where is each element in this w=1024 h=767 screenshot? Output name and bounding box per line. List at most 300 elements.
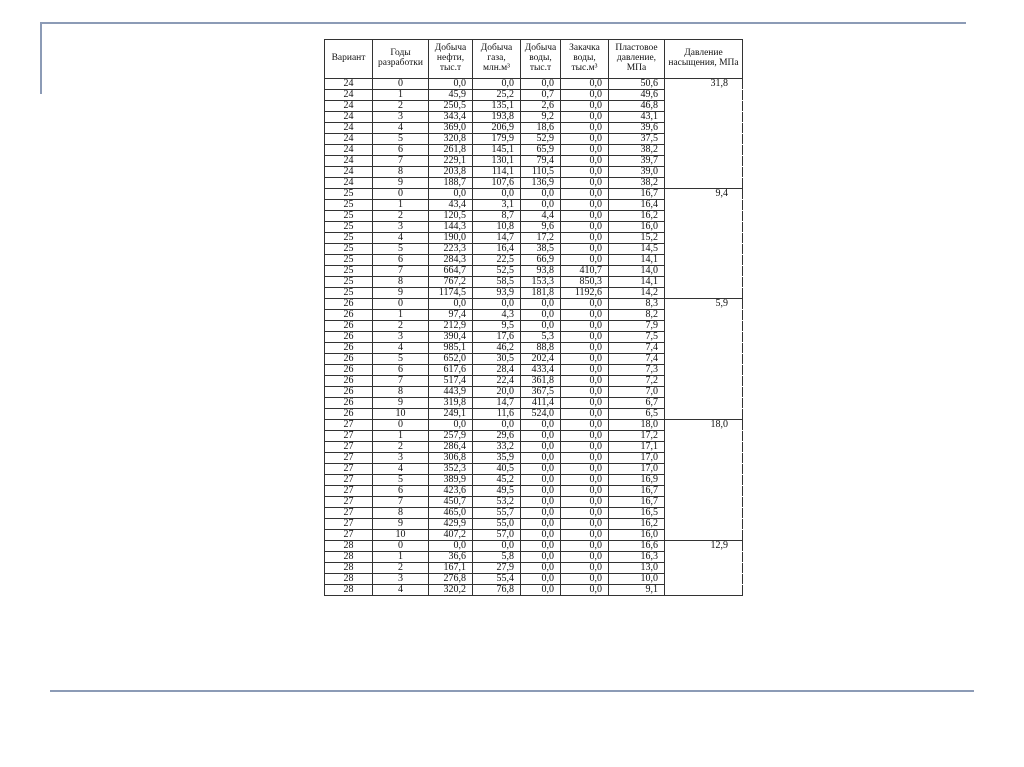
cell-variant: 25 [325,244,373,255]
cell-gas: 14,7 [473,233,521,244]
cell-gas: 114,1 [473,167,521,178]
cell-gas: 30,5 [473,354,521,365]
cell-saturation-pressure [665,277,743,288]
cell-injection: 0,0 [561,442,609,453]
cell-year: 1 [373,310,429,321]
cell-saturation-pressure [665,288,743,299]
cell-saturation-pressure [665,475,743,486]
cell-saturation-pressure: 5,9 [665,299,743,310]
cell-year: 8 [373,167,429,178]
cell-variant: 25 [325,255,373,266]
cell-injection: 0,0 [561,519,609,530]
cell-injection: 0,0 [561,574,609,585]
table-row [325,541,743,552]
cell-gas: 45,2 [473,475,521,486]
cell-water: 0,0 [521,530,561,541]
cell-gas: 14,7 [473,398,521,409]
cell-water: 52,9 [521,134,561,145]
cell-variant: 27 [325,453,373,464]
cell-variant: 27 [325,475,373,486]
cell-injection: 0,0 [561,200,609,211]
cell-injection: 0,0 [561,387,609,398]
cell-year: 4 [373,464,429,475]
cell-injection: 0,0 [561,464,609,475]
cell-variant: 28 [325,585,373,596]
cell-gas: 130,1 [473,156,521,167]
cell-oil: 429,9 [429,519,473,530]
cell-injection: 0,0 [561,541,609,552]
table-row [325,574,743,585]
table-row [325,167,743,178]
cell-gas: 10,8 [473,222,521,233]
cell-reservoir-pressure: 14,5 [609,244,665,255]
cell-year: 1 [373,552,429,563]
cell-reservoir-pressure: 8,2 [609,310,665,321]
cell-water: 367,5 [521,387,561,398]
cell-saturation-pressure [665,354,743,365]
cell-injection: 0,0 [561,563,609,574]
cell-gas: 22,5 [473,255,521,266]
cell-water: 202,4 [521,354,561,365]
cell-variant: 25 [325,277,373,288]
cell-gas: 49,5 [473,486,521,497]
cell-saturation-pressure [665,431,743,442]
cell-oil: 0,0 [429,299,473,310]
cell-injection: 0,0 [561,310,609,321]
table-row [325,266,743,277]
table-row [325,464,743,475]
cell-variant: 27 [325,486,373,497]
cell-injection: 850,3 [561,277,609,288]
cell-year: 2 [373,211,429,222]
cell-reservoir-pressure: 9,1 [609,585,665,596]
cell-gas: 193,8 [473,112,521,123]
cell-year: 1 [373,90,429,101]
cell-reservoir-pressure: 49,6 [609,90,665,101]
cell-oil: 465,0 [429,508,473,519]
cell-saturation-pressure [665,376,743,387]
table-row [325,123,743,134]
cell-variant: 24 [325,79,373,90]
cell-gas: 3,1 [473,200,521,211]
cell-saturation-pressure [665,200,743,211]
cell-year: 7 [373,376,429,387]
cell-reservoir-pressure: 7,4 [609,354,665,365]
cell-injection: 0,0 [561,178,609,189]
cell-oil: 257,9 [429,431,473,442]
cell-oil: 407,2 [429,530,473,541]
cell-oil: 190,0 [429,233,473,244]
cell-gas: 11,6 [473,409,521,420]
cell-year: 7 [373,266,429,277]
table-row [325,299,743,310]
cell-saturation-pressure [665,222,743,233]
cell-water: 0,0 [521,299,561,310]
table-row [325,497,743,508]
cell-year: 9 [373,178,429,189]
cell-oil: 45,9 [429,90,473,101]
cell-saturation-pressure [665,123,743,134]
table-row [325,310,743,321]
cell-gas: 33,2 [473,442,521,453]
cell-variant: 24 [325,178,373,189]
cell-saturation-pressure: 31,8 [665,79,743,90]
cell-gas: 4,3 [473,310,521,321]
cell-variant: 24 [325,145,373,156]
cell-injection: 0,0 [561,101,609,112]
cell-variant: 28 [325,552,373,563]
cell-saturation-pressure: 12,9 [665,541,743,552]
cell-oil: 250,5 [429,101,473,112]
cell-gas: 145,1 [473,145,521,156]
cell-injection: 0,0 [561,343,609,354]
cell-saturation-pressure [665,244,743,255]
cell-reservoir-pressure: 46,8 [609,101,665,112]
cell-water: 0,0 [521,189,561,200]
cell-saturation-pressure [665,552,743,563]
cell-saturation-pressure [665,530,743,541]
header-reservoir-pressure: Пластовое давление, МПа [609,40,665,79]
cell-reservoir-pressure: 15,2 [609,233,665,244]
cell-gas: 53,2 [473,497,521,508]
cell-injection: 0,0 [561,233,609,244]
cell-reservoir-pressure: 14,0 [609,266,665,277]
table-row [325,288,743,299]
table-row [325,244,743,255]
cell-reservoir-pressure: 7,2 [609,376,665,387]
cell-year: 7 [373,156,429,167]
cell-variant: 24 [325,156,373,167]
cell-injection: 0,0 [561,398,609,409]
cell-oil: 352,3 [429,464,473,475]
table-row [325,79,743,90]
table-row [325,442,743,453]
cell-gas: 52,5 [473,266,521,277]
table-row [325,585,743,596]
cell-water: 0,0 [521,420,561,431]
cell-water: 88,8 [521,343,561,354]
cell-variant: 26 [325,398,373,409]
cell-gas: 107,6 [473,178,521,189]
cell-injection: 1192,6 [561,288,609,299]
cell-reservoir-pressure: 17,0 [609,464,665,475]
cell-gas: 17,6 [473,332,521,343]
cell-oil: 443,9 [429,387,473,398]
cell-year: 2 [373,101,429,112]
cell-year: 3 [373,222,429,233]
cell-variant: 27 [325,497,373,508]
development-data-table [324,39,743,596]
cell-water: 0,0 [521,486,561,497]
cell-year: 4 [373,233,429,244]
cell-injection: 0,0 [561,79,609,90]
cell-year: 3 [373,574,429,585]
cell-gas: 46,2 [473,343,521,354]
cell-water: 5,3 [521,332,561,343]
cell-reservoir-pressure: 16,7 [609,486,665,497]
cell-reservoir-pressure: 50,6 [609,79,665,90]
cell-saturation-pressure [665,486,743,497]
cell-variant: 24 [325,167,373,178]
cell-reservoir-pressure: 16,3 [609,552,665,563]
cell-year: 5 [373,475,429,486]
cell-water: 0,0 [521,552,561,563]
cell-variant: 26 [325,387,373,398]
cell-water: 0,0 [521,310,561,321]
cell-gas: 55,7 [473,508,521,519]
cell-reservoir-pressure: 39,7 [609,156,665,167]
cell-reservoir-pressure: 38,2 [609,145,665,156]
cell-water: 17,2 [521,233,561,244]
cell-oil: 284,3 [429,255,473,266]
cell-water: 524,0 [521,409,561,420]
cell-year: 0 [373,420,429,431]
table-row [325,211,743,222]
cell-saturation-pressure [665,343,743,354]
cell-year: 4 [373,123,429,134]
cell-reservoir-pressure: 16,9 [609,475,665,486]
cell-year: 6 [373,145,429,156]
cell-oil: 0,0 [429,189,473,200]
cell-variant: 25 [325,266,373,277]
cell-reservoir-pressure: 7,3 [609,365,665,376]
cell-variant: 24 [325,90,373,101]
cell-gas: 0,0 [473,420,521,431]
cell-variant: 28 [325,563,373,574]
table-row [325,134,743,145]
cell-oil: 43,4 [429,200,473,211]
cell-oil: 517,4 [429,376,473,387]
table-row [325,321,743,332]
cell-variant: 27 [325,464,373,475]
cell-water: 0,0 [521,563,561,574]
table-row [325,387,743,398]
cell-oil: 223,3 [429,244,473,255]
cell-year: 4 [373,343,429,354]
cell-year: 6 [373,486,429,497]
cell-variant: 26 [325,321,373,332]
table-row [325,200,743,211]
cell-injection: 410,7 [561,266,609,277]
cell-variant: 26 [325,365,373,376]
cell-reservoir-pressure: 17,0 [609,453,665,464]
cell-oil: 212,9 [429,321,473,332]
cell-oil: 0,0 [429,79,473,90]
cell-variant: 28 [325,574,373,585]
cell-year: 5 [373,244,429,255]
cell-injection: 0,0 [561,299,609,310]
cell-saturation-pressure [665,233,743,244]
cell-water: 66,9 [521,255,561,266]
cell-saturation-pressure [665,255,743,266]
cell-reservoir-pressure: 7,5 [609,332,665,343]
cell-gas: 16,4 [473,244,521,255]
cell-gas: 8,7 [473,211,521,222]
cell-injection: 0,0 [561,211,609,222]
cell-reservoir-pressure: 16,0 [609,530,665,541]
table-row [325,343,743,354]
cell-gas: 40,5 [473,464,521,475]
cell-injection: 0,0 [561,453,609,464]
cell-water: 0,0 [521,585,561,596]
cell-variant: 25 [325,189,373,200]
cell-injection: 0,0 [561,134,609,145]
cell-saturation-pressure [665,464,743,475]
table-row [325,519,743,530]
table-row [325,145,743,156]
cell-water: 79,4 [521,156,561,167]
cell-saturation-pressure [665,156,743,167]
cell-oil: 985,1 [429,343,473,354]
cell-gas: 55,0 [473,519,521,530]
cell-saturation-pressure [665,321,743,332]
cell-water: 0,7 [521,90,561,101]
cell-year: 0 [373,189,429,200]
cell-gas: 28,4 [473,365,521,376]
cell-oil: 664,7 [429,266,473,277]
cell-oil: 390,4 [429,332,473,343]
cell-year: 6 [373,365,429,376]
cell-year: 3 [373,332,429,343]
cell-year: 1 [373,431,429,442]
cell-saturation-pressure [665,442,743,453]
cell-oil: 286,4 [429,442,473,453]
table-row [325,563,743,574]
table-row [325,398,743,409]
cell-reservoir-pressure: 16,7 [609,189,665,200]
cell-year: 9 [373,288,429,299]
cell-variant: 27 [325,508,373,519]
cell-injection: 0,0 [561,475,609,486]
cell-reservoir-pressure: 39,0 [609,167,665,178]
cell-water: 0,0 [521,200,561,211]
cell-variant: 26 [325,354,373,365]
cell-gas: 55,4 [473,574,521,585]
cell-gas: 179,9 [473,134,521,145]
data-table-container [324,39,742,596]
cell-injection: 0,0 [561,145,609,156]
cell-water: 0,0 [521,519,561,530]
cell-variant: 26 [325,409,373,420]
cell-gas: 0,0 [473,189,521,200]
cell-water: 2,6 [521,101,561,112]
cell-reservoir-pressure: 13,0 [609,563,665,574]
table-row [325,475,743,486]
table-row [325,552,743,563]
cell-injection: 0,0 [561,321,609,332]
cell-reservoir-pressure: 16,4 [609,200,665,211]
cell-water: 0,0 [521,508,561,519]
cell-injection: 0,0 [561,332,609,343]
cell-year: 3 [373,453,429,464]
table-row [325,112,743,123]
cell-water: 9,6 [521,222,561,233]
cell-injection: 0,0 [561,189,609,200]
cell-saturation-pressure [665,563,743,574]
cell-oil: 144,3 [429,222,473,233]
cell-oil: 320,8 [429,134,473,145]
table-row [325,486,743,497]
cell-variant: 25 [325,222,373,233]
cell-saturation-pressure [665,332,743,343]
cell-gas: 135,1 [473,101,521,112]
cell-year: 8 [373,277,429,288]
cell-gas: 76,8 [473,585,521,596]
header-oil: Добыча нефти, тыс.т [429,40,473,79]
cell-oil: 389,9 [429,475,473,486]
cell-variant: 26 [325,299,373,310]
cell-injection: 0,0 [561,486,609,497]
cell-water: 0,0 [521,464,561,475]
table-row [325,255,743,266]
cell-gas: 35,9 [473,453,521,464]
table-row [325,530,743,541]
cell-oil: 203,8 [429,167,473,178]
cell-water: 0,0 [521,541,561,552]
cell-oil: 261,8 [429,145,473,156]
table-row [325,453,743,464]
cell-injection: 0,0 [561,585,609,596]
cell-variant: 28 [325,541,373,552]
cell-reservoir-pressure: 14,2 [609,288,665,299]
cell-injection: 0,0 [561,530,609,541]
cell-oil: 767,2 [429,277,473,288]
cell-water: 411,4 [521,398,561,409]
cell-saturation-pressure [665,497,743,508]
cell-year: 0 [373,541,429,552]
table-row [325,332,743,343]
cell-oil: 423,6 [429,486,473,497]
cell-water: 0,0 [521,475,561,486]
frame-bottom-line [50,690,974,692]
header-gas: Добыча газа, млн.м³ [473,40,521,79]
cell-injection: 0,0 [561,420,609,431]
cell-reservoir-pressure: 16,2 [609,211,665,222]
table-row [325,156,743,167]
table-row [325,365,743,376]
cell-variant: 24 [325,134,373,145]
cell-water: 153,3 [521,277,561,288]
cell-variant: 26 [325,376,373,387]
cell-variant: 26 [325,332,373,343]
cell-water: 9,2 [521,112,561,123]
cell-gas: 93,9 [473,288,521,299]
cell-injection: 0,0 [561,244,609,255]
cell-reservoir-pressure: 14,1 [609,255,665,266]
cell-oil: 229,1 [429,156,473,167]
cell-injection: 0,0 [561,90,609,101]
cell-oil: 617,6 [429,365,473,376]
cell-gas: 206,9 [473,123,521,134]
cell-water: 181,8 [521,288,561,299]
cell-variant: 25 [325,211,373,222]
cell-saturation-pressure [665,574,743,585]
cell-saturation-pressure: 18,0 [665,420,743,431]
header-injection: Закачка воды, тыс.м³ [561,40,609,79]
cell-year: 6 [373,255,429,266]
cell-year: 8 [373,508,429,519]
cell-water: 93,8 [521,266,561,277]
cell-oil: 1174,5 [429,288,473,299]
cell-oil: 369,0 [429,123,473,134]
cell-variant: 26 [325,343,373,354]
cell-year: 7 [373,497,429,508]
cell-gas: 29,6 [473,431,521,442]
cell-year: 10 [373,530,429,541]
cell-injection: 0,0 [561,222,609,233]
table-row [325,376,743,387]
cell-variant: 25 [325,200,373,211]
